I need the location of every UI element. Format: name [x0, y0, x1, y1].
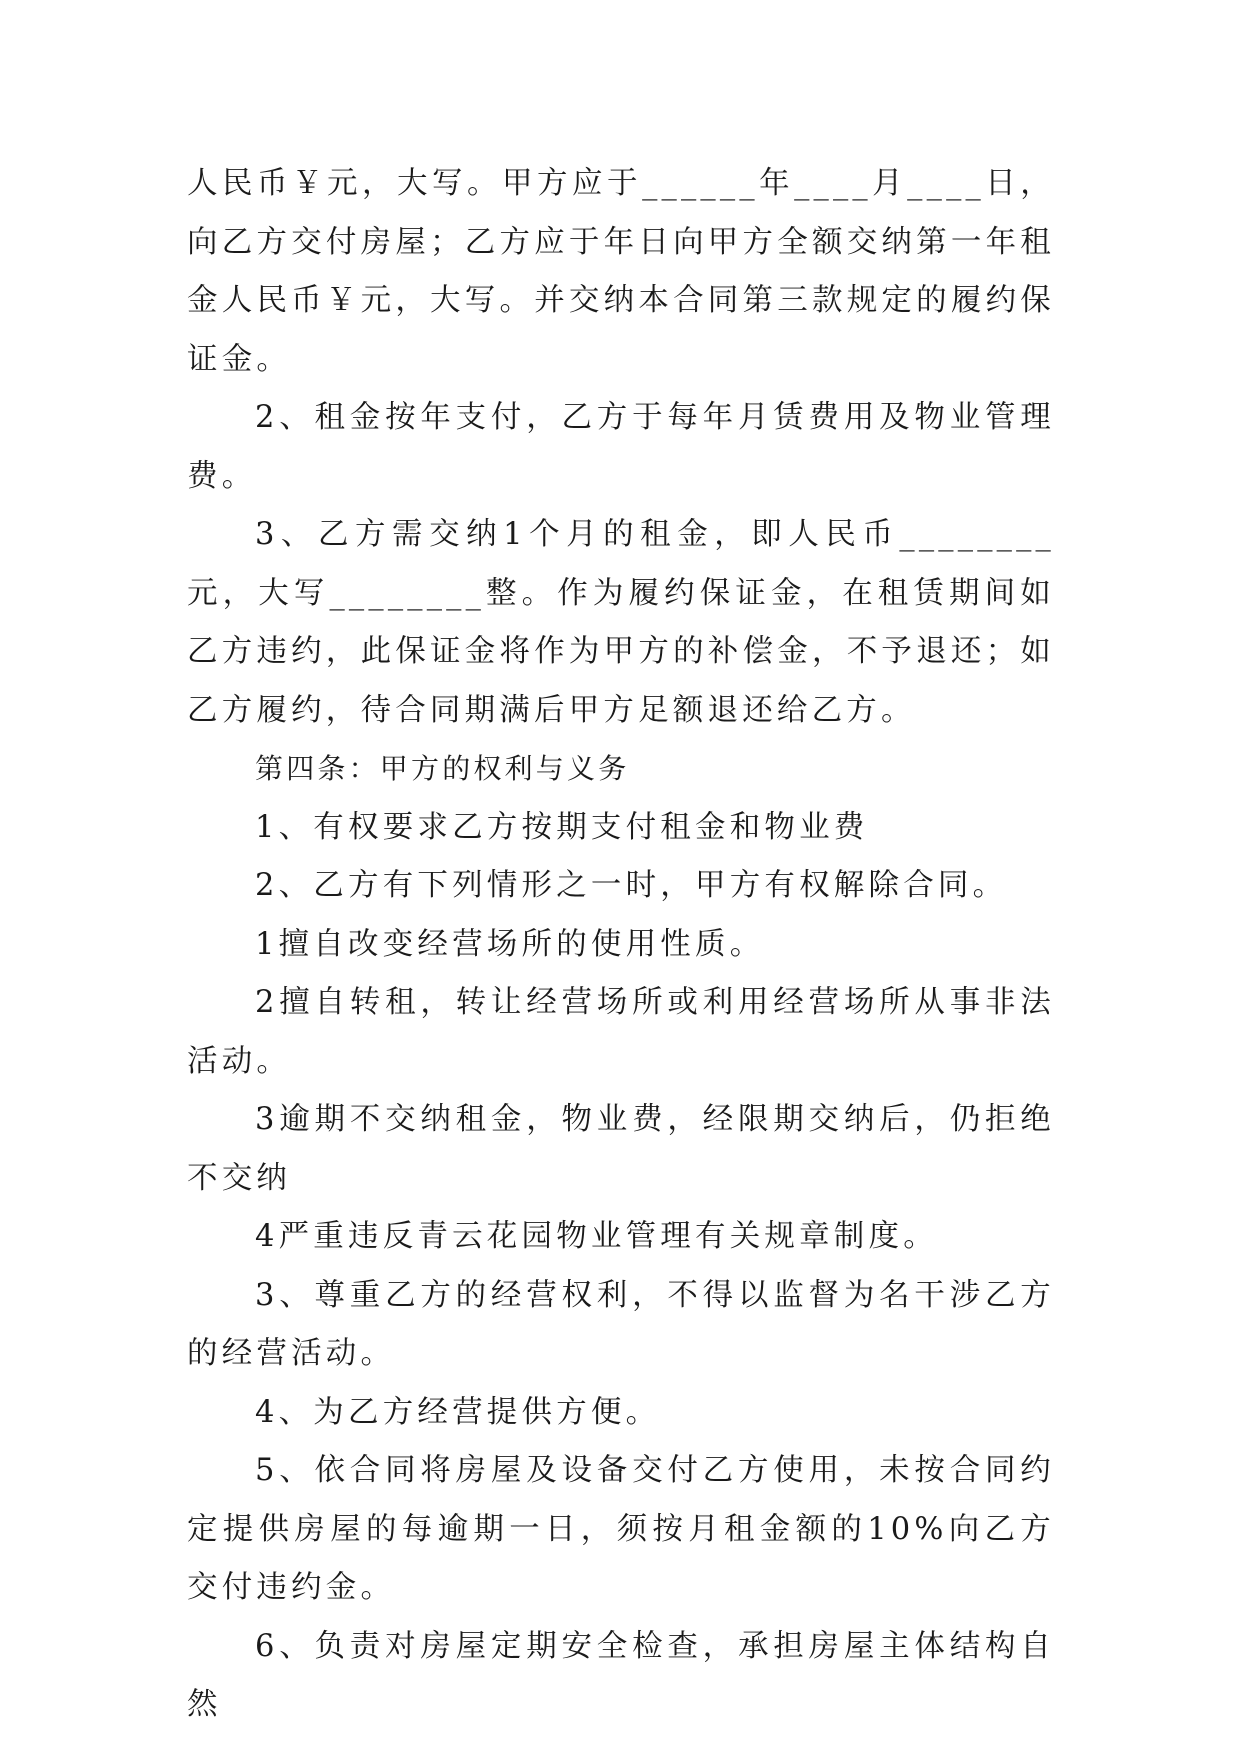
- paragraph-duty-4: 4、为乙方经营提供方便。: [255, 1394, 661, 1430]
- paragraph-rent-payment: 2、租金按年支付，乙方于每年月赁费用及物业管理费。: [187, 400, 1055, 494]
- paragraph-case-3: 3逾期不交纳租金，物业费，经限期交纳后，仍拒绝不交纳: [187, 1102, 1055, 1196]
- paragraph-case-1: 1擅自改变经营场所的使用性质。: [255, 926, 765, 962]
- section-heading-article-4: 第四条：甲方的权利与义务: [255, 752, 630, 785]
- paragraph-duty-5: 5、依合同将房屋及设备交付乙方使用，未按合同约定提供房屋的每逾期一日，须按月租金额的10%向乙方交付违约金。: [187, 1453, 1055, 1605]
- document-body: [187, 155, 1055, 1735]
- paragraph-deposit: 3、乙方需交纳1个月的租金，即人民币________元，大写________整。作为履约保证金，在租赁期间如乙方违约，此保证金将作为甲方的补偿金，不予退还；如乙方履约，待合同期满后甲方足额退还给乙方。: [187, 517, 1055, 728]
- paragraph-rent-and-delivery: 人民币￥元，大写。甲方应于______年____月____日，向乙方交付房屋；乙方应于年日向甲方全额交纳第一年租金人民币￥元，大写。并交纳本合同第三款规定的履约保证金。: [187, 166, 1055, 377]
- paragraph-case-2: 2擅自转租，转让经营场所或利用经营场所从事非法活动。: [187, 985, 1055, 1079]
- paragraph-right-1: 1、有权要求乙方按期支付租金和物业费: [255, 809, 869, 845]
- paragraph-duty-6: 6、负责对房屋定期安全检查，承担房屋主体结构自然: [187, 1628, 1055, 1722]
- paragraph-right-2: 2、乙方有下列情形之一时，甲方有权解除合同。: [255, 868, 1008, 903]
- paragraph-case-4: 4严重违反青云花园物业管理有关规章制度。: [255, 1219, 938, 1254]
- paragraph-duty-3: 3、尊重乙方的经营权利，不得以监督为名干涉乙方的经营活动。: [187, 1277, 1055, 1371]
